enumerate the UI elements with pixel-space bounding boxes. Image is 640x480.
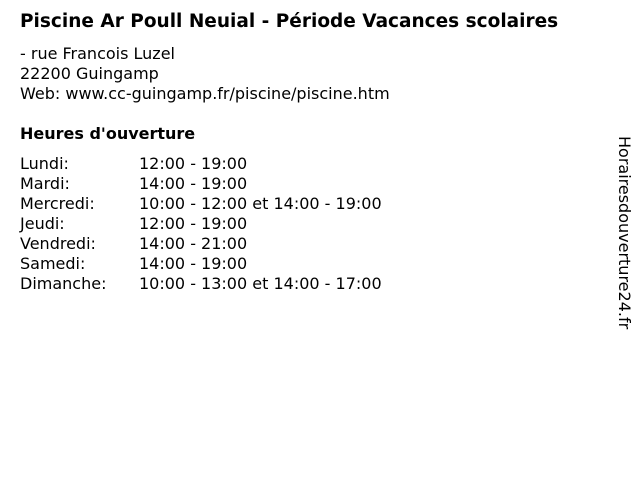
page-title: Piscine Ar Poull Neuial - Période Vacances scolaires: [20, 11, 559, 32]
time-range: 14:00 - 19:00: [139, 174, 248, 193]
hours-row-saturday: [20, 254, 382, 274]
time-range: 12:00 - 19:00: [139, 154, 248, 173]
site-watermark: Horairesdouverture24.fr: [615, 136, 634, 330]
street-address: - rue Francois Luzel: [20, 44, 175, 63]
time-range: 14:00 - 19:00: [139, 254, 248, 273]
opening-hours-heading: Heures d'ouverture: [20, 124, 196, 143]
time-range: 10:00 - 13:00 et 14:00 - 17:00: [139, 274, 382, 293]
day-label: Jeudi:: [20, 214, 65, 233]
day-label: Mardi:: [20, 174, 70, 193]
day-label: Lundi:: [20, 154, 69, 173]
time-range: 12:00 - 19:00: [139, 214, 248, 233]
hours-row-monday: [20, 154, 382, 174]
hours-row-wednesday: [20, 194, 382, 214]
hours-row-thursday: [20, 214, 382, 234]
day-label: Samedi:: [20, 254, 86, 273]
day-label: Mercredi:: [20, 194, 95, 213]
website-link[interactable]: Web: www.cc-guingamp.fr/piscine/piscine.htm: [20, 84, 390, 103]
time-range: 14:00 - 21:00: [139, 234, 248, 253]
address-block: [20, 44, 390, 104]
hours-row-tuesday: [20, 174, 382, 194]
hours-row-friday: [20, 234, 382, 254]
opening-hours-table: [20, 154, 382, 294]
city-postcode: 22200 Guingamp: [20, 64, 159, 83]
day-label: Dimanche:: [20, 274, 107, 293]
time-range: 10:00 - 12:00 et 14:00 - 19:00: [139, 194, 382, 213]
day-label: Vendredi:: [20, 234, 96, 253]
hours-row-sunday: [20, 274, 382, 294]
